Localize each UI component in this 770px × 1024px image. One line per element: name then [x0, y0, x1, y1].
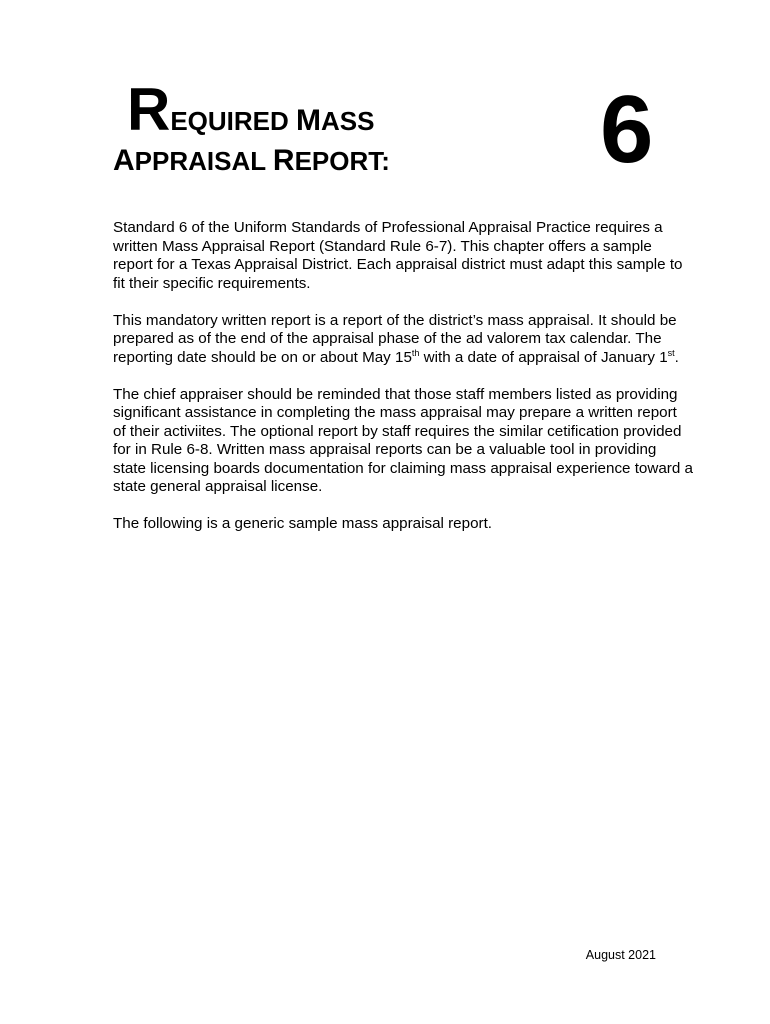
title-word-required-rest: EQUIRED: [170, 106, 297, 136]
body-text: [113, 219, 693, 552]
paragraph-3: The chief appraiser should be reminded that those staff members listed as providing significant assistance in completing the mass appraisal may prepare a written report of their activiites. The optional report by staff requires the similar cetification provided for in Rule 6-8. Written mass appraisal reports can be a valuable tool in providing state licensing boards documentation for claiming mass appraisal experience toward a state general appraisal license.: [113, 385, 693, 495]
title-initial-r: R: [127, 76, 171, 143]
title-word-appraisal-rest: PPRAISAL: [134, 146, 273, 176]
paragraph-2-part-3: .: [674, 348, 679, 366]
title-initial-r2: R: [272, 144, 295, 177]
ordinal-suffix-th: th: [411, 347, 420, 358]
chapter-number: 6: [600, 76, 654, 183]
paragraph-1: Standard 6 of the Uniform Standards of Professional Appraisal Practice requires a written Mass Appraisal Report (Standard Rule 6-7). This chapter offers a sample report for a Texas Appraisal District. Each appraisal district must adapt this sample to fit their specific requirements.: [113, 219, 683, 292]
title-word-mass-rest: ASS: [321, 106, 375, 136]
paragraph-4: The following is a generic sample mass appraisal report.: [113, 515, 493, 532]
title-initial-a: A: [113, 144, 135, 177]
paragraph-2-part-1: This mandatory written report is a report of the district’s mass appraisal. It should be prepared as of the end of the appraisal phase of the ad valorem tax calendar. The reporting date should be on or about May 15: [113, 311, 677, 366]
paragraph-2-part-2: with a date of appraisal of January 1: [419, 348, 668, 366]
footer-date: August 2021: [585, 948, 656, 962]
page-title-line-2: [113, 146, 390, 176]
title-word-report-rest: EPORT:: [294, 146, 390, 176]
paragraph-2: [113, 312, 693, 368]
ordinal-suffix-st: st: [667, 347, 675, 358]
title-initial-m: M: [296, 104, 322, 137]
page-title-line-1: [127, 76, 375, 143]
